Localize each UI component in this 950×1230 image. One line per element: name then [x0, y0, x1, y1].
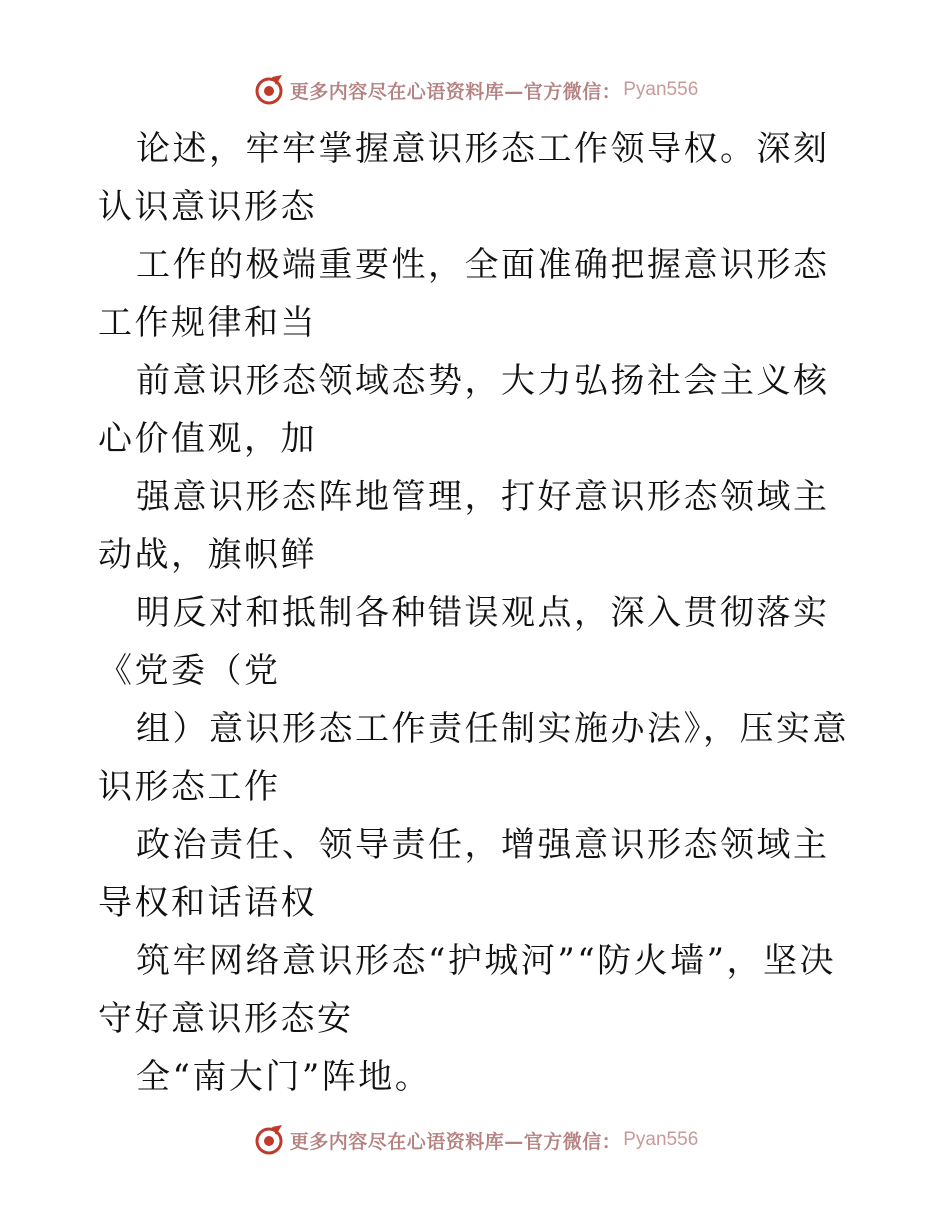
paragraph: 明反对和抵制各种错误观点，深入贯彻落实《党委（党 [98, 593, 830, 691]
paragraph: 政治责任、领导责任，增强意识形态领域主导权和话语权 [98, 825, 830, 923]
footer-watermark-banner [0, 1120, 950, 1160]
brush-logo-icon [252, 73, 286, 107]
paragraph: 论述，牢牢掌握意识形态工作领导权。深刻认识意识形态 [98, 129, 830, 227]
header-banner-handle: Pyan556 [623, 79, 699, 100]
paragraph: 工作的极端重要性，全面准确把握意识形态工作规律和当 [98, 245, 830, 343]
header-banner-text: 更多内容尽在心语资料库—官方微信： [289, 80, 622, 103]
footer-banner-text: 更多内容尽在心语资料库—官方微信： [289, 1130, 622, 1153]
header-watermark-banner [0, 70, 950, 110]
paragraph: 强意识形态阵地管理，打好意识形态领域主动战，旗帜鲜 [98, 477, 830, 575]
paragraph: 组）意识形态工作责任制实施办法》，压实意识形态工作 [98, 709, 849, 807]
brush-logo-icon [252, 1123, 286, 1157]
footer-banner-handle: Pyan556 [623, 1129, 699, 1150]
document-body [98, 120, 858, 1106]
paragraph: 前意识形态领域态势，大力弘扬社会主义核心价值观，加 [98, 361, 830, 459]
paragraph: 全“南大门”阵地。 [136, 1057, 432, 1097]
paragraph: 筑牢网络意识形态“护城河”“防火墙”，坚决守好意识形态安 [98, 941, 837, 1039]
